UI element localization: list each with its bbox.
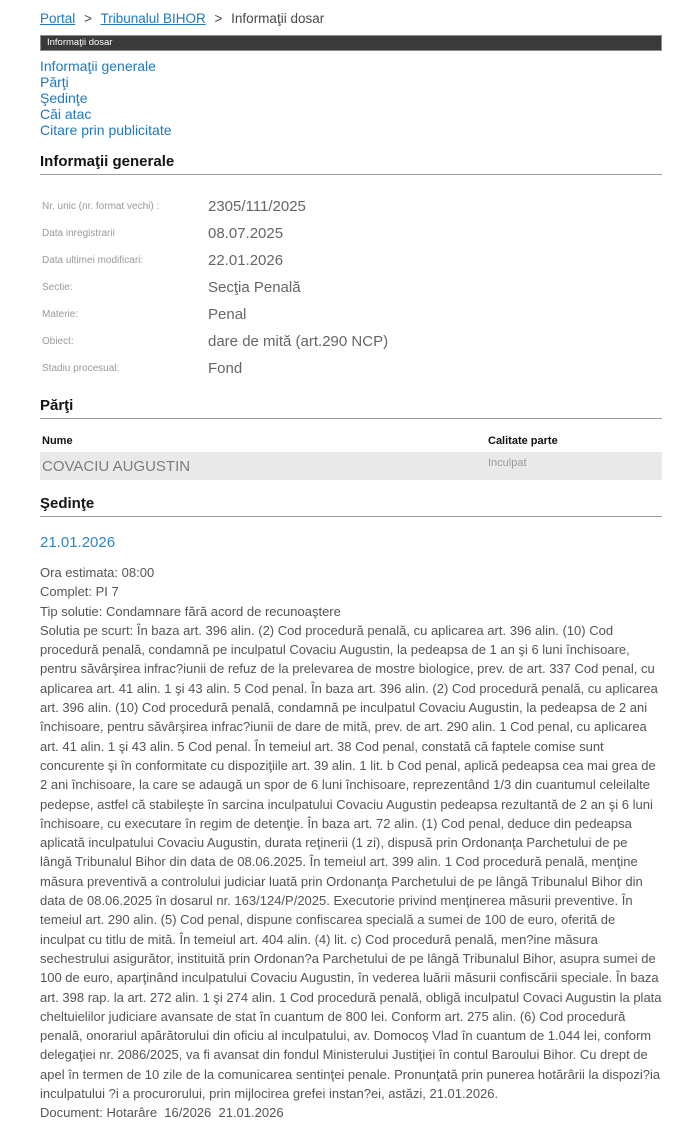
field-row: [40, 193, 662, 220]
nav-link[interactable]: Căi atac: [40, 106, 92, 122]
nav-link[interactable]: Informaţii generale: [40, 58, 156, 74]
party-role: Inculpat: [488, 457, 527, 469]
section-heading-parties: Părţi: [40, 397, 662, 419]
field-value: 08.07.2025: [208, 225, 284, 242]
breadcrumb-separator: >: [214, 11, 223, 26]
column-header-role: Calitate parte: [488, 435, 558, 447]
page-title-bar: Informaţii dosar: [40, 35, 662, 51]
hearing-detail-line: Tip solutie: Condamnare fără acord de recunoaştere: [40, 603, 341, 619]
hearing-detail-line: Ora estimata: 08:00: [40, 565, 155, 580]
field-value: 22.01.2026: [208, 252, 284, 269]
field-row: [40, 220, 662, 247]
field-value: dare de mită (art.290 NCP): [208, 333, 389, 350]
hearing-date-link[interactable]: 21.01.2026: [40, 534, 116, 551]
hearing-detail-line: Document: Hotarâre 16/2026 21.01.2026: [40, 1105, 284, 1121]
field-label: Sectie:: [42, 282, 73, 293]
parties-table: [40, 433, 662, 480]
hearing-detail-line: Complet: PI 7: [40, 584, 119, 600]
general-info-fields: [40, 193, 662, 382]
parties-table-header: [40, 433, 662, 452]
breadcrumb-separator: >: [84, 11, 92, 26]
quick-nav: [40, 58, 662, 138]
field-label: Obiect:: [42, 336, 74, 347]
nav-link[interactable]: Citare prin publicitate: [40, 122, 172, 138]
hearing-details: [40, 563, 666, 1123]
party-row: [40, 452, 662, 480]
field-row: [40, 301, 662, 328]
field-row: [40, 274, 662, 301]
section-heading-hearings: Şedinţe: [40, 495, 662, 517]
field-label: Data inregistrarii: [42, 228, 115, 239]
breadcrumb-link-tribunal-bihor[interactable]: Tribunalul BIHOR: [100, 11, 206, 26]
field-value: Penal: [208, 306, 247, 323]
breadcrumb-link-portal[interactable]: Portal: [40, 11, 76, 26]
hearing-entry: [40, 534, 666, 1123]
field-row: [40, 247, 662, 274]
breadcrumb-current: Informaţii dosar: [231, 11, 325, 26]
field-label: Stadiu procesual:: [42, 363, 120, 374]
hearing-detail-line: Solutia pe scurt: În baza art. 396 alin. (2) Cod procedură penală, cu aplicarea art. 396 alin. (10) Cod procedură penală, condamnă pe inculpatul Covaciu Augustin, la pedeapsa de 1 an şi 6 luni închisoare, pentru săvârşirea infrac?iunii de refuz de la prelevarea de mostre biologice, prev. de art. 337 Cod penal, cu aplicarea art. 41 alin. 1 şi 43 alin. 5 Cod penal. În baza art. 396 alin. (2) Cod procedură penală, cu aplicarea art. 396 alin. (10) Cod procedură penală, condamnă pe inculpatul Covaciu Augustin, la pedeapsa de 2 ani închisoare, pentru săvârşirea infrac?iunii de dare de mită, prev. de art. 290 alin. 1 Cod penal, cu aplicarea art. 41 alin. 1 şi 43 alin. 5 Cod penal. În temeiul art. 38 Cod penal, constată că faptele comise sunt concurente şi în conformitate cu dispoziţiile art. 39 alin. 1 lit. b Cod penal, aplică pedeapsa cea mai grea de 2 ani închisoare, la care se adaugă un spor de 6 luni închisoare, reprezentând 1/3 din cuantumul celeilalte pedepse, astfel că stabileşte în sarcina inculpatului Covaciu Augustin pedeapsa rezultantă de 2 an şi 6 luni închisoare, cu executare în regim de detenţie. În baza art. 72 alin. (1) Cod penal, deduce din pedeapsa aplicată inculpatului Covaciu Augustin, durata reţinerii (1 zi), dispusă prin Ordonanţa Parchetului de pe lângă Tribunalul Bihor din data de 08.06.2025. În temeiul art. 399 alin. 1 Cod procedură penală, menţine măsura preventivă a controlului judiciar luată prin Ordonanţa Parchetului de pe lângă Tribunalul Bihor din data de 08.06.2025 în dosarul nr. 163/124/P/2025. Executorie privind menţinerea măsurii preventive. În temeiul art. 290 alin. (5) Cod penal, dispune confiscarea specială a sumei de 100 de euro, oferită de inculpat cu titlu de mită. În temeiul art. 404 alin. (4) lit. c) Cod procedură penală, men?ine măsura sechestrului asigurător, instituită prin Ordonan?a Parchetului de pe lângă Tribunalul Bihor, asupra sumei de 100 de euro, aparţinând inculpatului Covaciu Augustin, în vederea luării măsurii confiscării speciale. În baza art. 398 rap. la art. 272 alin. 1 şi 274 alin. 1 Cod procedură penală, obligă inculpatul Covaci Augustin la plata cheltuielilor judiciare avansate de stat în cuantum de 800 lei. Conform art. 275 alin. (6) Cod procedură penală, onorariul apărătorului din oficiu al inculpatului, av. Domocoş Vlad în cuantum de 1.044 lei, conform delegaţiei nr. 2086/2025, va fi avansat din fondul Ministerului Justiţiei în contul Baroului Bihor. Cu drept de apel în termen de 10 zile de la comunicarea sentinţei penale. Pronunţată prin punerea hotărârii la dispozi?ia inculpatului ?i a procurorului, prin mijlocirea grefei instan?ei, astăzi, 21.01.2026.: [40, 622, 666, 1102]
field-label: Data ultimei modificari:: [42, 255, 144, 266]
field-label: Materie:: [42, 309, 79, 320]
field-value: Fond: [208, 360, 243, 377]
party-name: COVACIU AUGUSTIN: [42, 457, 191, 475]
field-label: Nr. unic (nr. format vechi) :: [42, 201, 160, 212]
breadcrumb: [40, 11, 662, 26]
nav-link[interactable]: Şedinţe: [40, 90, 88, 106]
nav-link[interactable]: Părţi: [40, 74, 69, 90]
field-value: Secţia Penală: [208, 279, 301, 296]
section-heading-general-info: Informaţii generale: [40, 153, 662, 175]
column-header-name: Nume: [42, 435, 73, 447]
field-row: [40, 355, 662, 382]
field-value: 2305/111/2025: [208, 198, 306, 215]
field-row: [40, 328, 662, 355]
